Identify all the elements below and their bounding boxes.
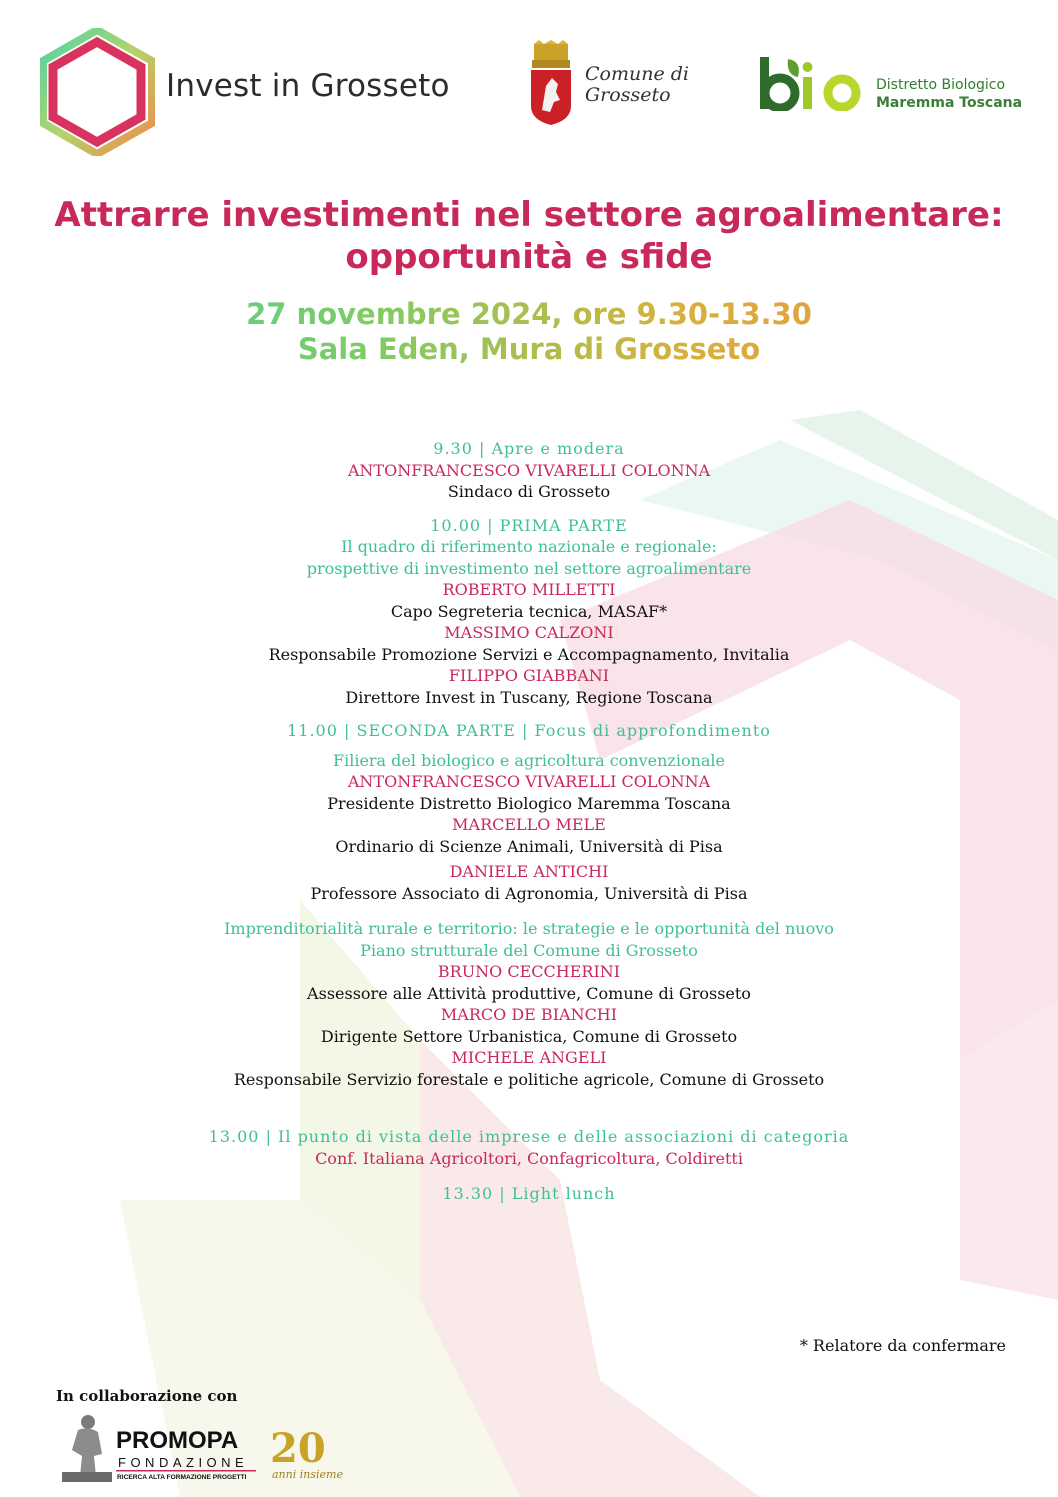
speaker-role: Professore Associato di Agronomia, Università di Pisa (310, 883, 748, 903)
speaker-role: Responsabile Promozione Servizi e Accompagnamento, Invitalia (268, 644, 790, 664)
session-2-topic-line-1: Il quadro di riferimento nazionale e regionale: (341, 537, 717, 556)
comune-line-2: Grosseto (585, 84, 671, 106)
promopa-tagline: RICERCA ALTA FORMAZIONE PROGETTI (117, 1474, 247, 1481)
session-3-header: 11.00 | SECONDA PARTE | Focus di approfondimento (287, 721, 771, 740)
distretto-line-2: Maremma Toscana (876, 95, 1023, 111)
speaker-role: Presidente Distretto Biologico Maremma Toscana (327, 793, 731, 813)
bio-distretto-logo (758, 55, 870, 111)
speaker-role: Assessore alle Attività produttive, Comune di Grosseto (307, 983, 751, 1003)
event-title-line-2: opportunità e sfide (345, 237, 713, 277)
session-2-header: 10.00 | PRIMA PARTE (430, 515, 628, 535)
collaboration-label: In collaborazione con (56, 1387, 238, 1405)
event-title (0, 194, 1058, 278)
session-3-topic-b-line-1: Imprenditorialità rurale e territorio: le strategie e le opportunità del nuovo (224, 919, 834, 938)
session-3-topic-a: Filiera del biologico e agricoltura convenzionale (332, 750, 726, 770)
event-place: Sala Eden, Mura di Grosseto (297, 332, 761, 366)
speaker-name: MASSIMO CALZONI (444, 623, 614, 642)
anniversary-number: 20 (270, 1425, 326, 1472)
speaker-name: ANTONFRANCESCO VIVARELLI COLONNA (347, 460, 711, 480)
anniversary-text: anni insieme (272, 1468, 343, 1481)
event-date: 27 novembre 2024, ore 9.30-13.30 (246, 297, 812, 331)
speaker-name: MICHELE ANGELI (451, 1048, 607, 1067)
speaker-tbc-note: * Relatore da confermare (799, 1336, 1006, 1355)
invest-grosseto-hexagon-logo (40, 28, 155, 156)
promopa-statue-icon (62, 1415, 112, 1482)
session-5-header: 13.30 | Light lunch (442, 1184, 616, 1203)
speaker-name: MARCELLO MELE (452, 815, 606, 834)
speaker-role: Capo Segreteria tecnica, MASAF* (390, 601, 668, 621)
session-4-associations: Conf. Italiana Agricoltori, Confagricoltura, Coldiretti (315, 1148, 743, 1168)
speaker-name: DANIELE ANTICHI (449, 862, 609, 881)
event-date-place (0, 297, 1058, 367)
session-4-header: 13.00 | Il punto di vista delle imprese e delle associazioni di categoria (208, 1127, 850, 1146)
program-agenda (0, 438, 1058, 1205)
speaker-name: ROBERTO MILLETTI (442, 580, 616, 599)
promopa-fondazione-logo (56, 1410, 356, 1485)
comune-line-1: Comune di (585, 63, 689, 85)
session-3-topic-b-line-2: Piano strutturale del Comune di Grosseto (360, 940, 698, 960)
speaker-role: Direttore Invest in Tuscany, Regione Toscana (345, 687, 713, 707)
comune-di-grosseto-label (585, 64, 689, 106)
speaker-name: BRUNO CECCHERINI (437, 962, 621, 981)
speaker-role: Ordinario di Scienze Animali, Università di Pisa (335, 836, 723, 856)
speaker-role: Dirigente Settore Urbanistica, Comune di Grosseto (320, 1026, 738, 1046)
comune-grosseto-crest-icon (528, 40, 574, 126)
speaker-role: Responsabile Servizio forestale e politiche agricole, Comune di Grosseto (233, 1069, 825, 1089)
session-1-header: 9.30 | Apre e modera (433, 439, 625, 458)
distretto-biologico-label (876, 76, 1022, 112)
event-title-line-1: Attrarre investimenti nel settore agroalimentare: (54, 195, 1004, 235)
speaker-name: MARCO DE BIANCHI (440, 1005, 618, 1024)
invest-in-grosseto-title: Invest in Grosseto (166, 68, 450, 104)
session-2-topic-line-2: prospettive di investimento nel settore agroalimentare (306, 558, 752, 578)
speaker-name: ANTONFRANCESCO VIVARELLI COLONNA (347, 772, 711, 791)
promopa-fondazione: FONDAZIONE (118, 1455, 249, 1470)
speaker-name: FILIPPO GIABBANI (448, 666, 610, 685)
promopa-name: PROMOPA (116, 1427, 239, 1454)
distretto-line-1: Distretto Biologico (876, 77, 1006, 93)
speaker-role: Sindaco di Grosseto (447, 482, 611, 501)
